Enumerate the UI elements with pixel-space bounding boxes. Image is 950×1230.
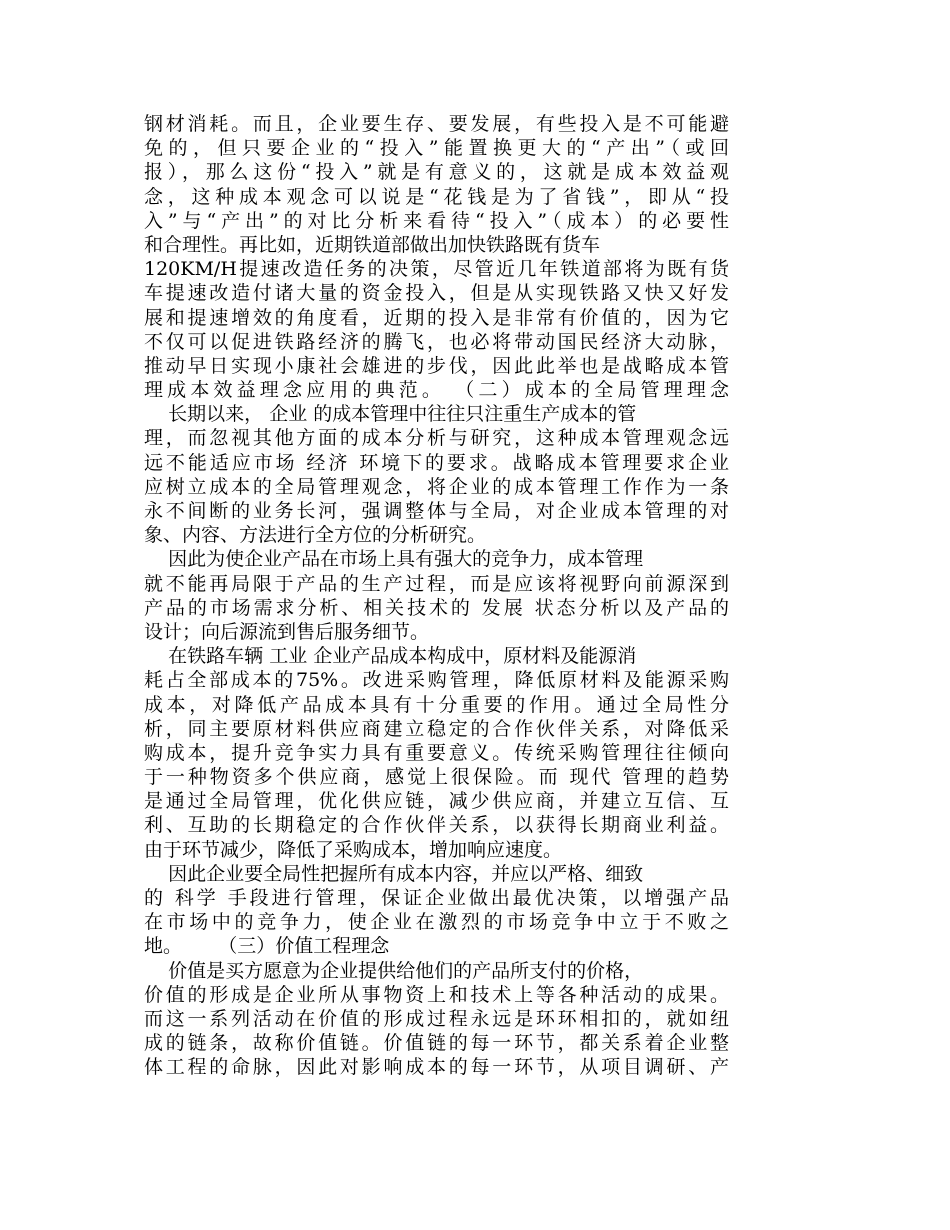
- text-line: 由于环节减少，降低了采购成本，增加响应速度。: [144, 838, 563, 861]
- text-line: 的 科学 手段进行管理，保证企业做出最优决策，以增强产品: [144, 887, 729, 909]
- text-line: 象、内容、方法进行全方位的分析研究。: [144, 524, 487, 547]
- text-line: 地。 （三）价值工程理念: [144, 935, 390, 958]
- text-line: 因此为使企业产品在市场上具有强大的竞争力，成本管理: [144, 548, 644, 571]
- text-line: 于一种物资多个供应商，感觉上很保险。而 现代 管理的趋势: [144, 766, 729, 789]
- text-line: 远不能适应市场 经济 环境下的要求。战略成本管理要求企业: [144, 451, 729, 474]
- text-line: 展和提速增效的角度看，近期的投入是非常有价值的，因为它: [144, 306, 729, 329]
- text-line: 在铁路车辆 工业 企业产品成本构成中，原材料及能源消: [144, 645, 637, 668]
- text-line: 长期以来， 企业 的成本管理中往往只注重生产成本的管: [144, 403, 637, 426]
- text-line: 成本，对降低产品成本具有十分重要的作用。通过全局性分: [144, 693, 729, 716]
- text-line: 在市场中的竞争力，使企业在激烈的市场竞争中立于不败之: [144, 911, 729, 934]
- text-line: 念，这种成本观念可以说是“花钱是为了省钱”，即从“投: [144, 185, 729, 208]
- text-line: 车提速改造付诸大量的资金投入，但是从实现铁路又快又好发: [144, 282, 729, 305]
- text-line: 因此企业要全局性把握所有成本内容，并应以严格、细致: [144, 862, 644, 885]
- text-line: 购成本，提升竞争实力具有重要意义。传统采购管理往往倾向: [144, 741, 729, 764]
- text-line: 应树立成本的全局管理观念，将企业的成本管理工作作为一条: [144, 475, 729, 498]
- text-line: 永不间断的业务长河，强调整体与全局，对企业成本管理的对: [144, 500, 729, 522]
- text-line: 入”与“产出”的对比分析来看待“投入”（成本）的必要性: [144, 209, 729, 232]
- text-line: 产品的市场需求分析、相关技术的 发展 状态分析以及产品的: [144, 596, 729, 619]
- text-line: 120KM/H提速改造任务的决策，尽管近几年铁道部将为既有货: [144, 258, 729, 281]
- text-line: 不仅可以促进铁路经济的腾飞，也必将带动国民经济大动脉，: [144, 330, 729, 353]
- text-line: 理成本效益理念应用的典范。 （二）成本的全局管理理念: [144, 379, 729, 402]
- text-line: 价值是买方愿意为企业提供给他们的产品所支付的价格，: [144, 959, 644, 982]
- text-line: 设计；向后源流到售后服务细节。: [144, 620, 430, 643]
- text-line: 析，同主要原材料供应商建立稳定的合作伙伴关系，对降低采: [144, 717, 729, 740]
- text-line: 和合理性。再比如，近期铁道部做出加快铁路既有货车: [144, 233, 601, 256]
- text-line: 报），那么这份“投入”就是有意义的，这就是成本效益观: [144, 161, 729, 184]
- text-line: 成的链条，故称价值链。价值链的每一环节，都关系着企业整: [144, 1032, 729, 1055]
- text-line: 钢材消耗。而且，企业要生存、要发展，有些投入是不可能避: [144, 113, 729, 135]
- text-line: 是通过全局管理，优化供应链，减少供应商，并建立互信、互: [144, 790, 729, 813]
- text-line: 推动早日实现小康社会雄进的步伐，因此此举也是战略成本管: [144, 354, 729, 377]
- text-line: 免的，但只要企业的“投入”能置换更大的“产出”（或回: [144, 137, 729, 160]
- document-body: [144, 112, 729, 1080]
- text-line: 就不能再局限于产品的生产过程，而是应该将视野向前源深到: [144, 572, 729, 595]
- text-line: 耗占全部成本的75%。改进采购管理，降低原材料及能源采购: [144, 669, 729, 692]
- text-line: 利、互助的长期稳定的合作伙伴关系，以获得长期商业利益。: [144, 814, 729, 837]
- text-line: 理，而忽视其他方面的成本分析与研究，这种成本管理观念远: [144, 427, 729, 450]
- text-line: 体工程的命脉，因此对影响成本的每一环节，从项目调研、产: [144, 1056, 729, 1079]
- text-line: 价值的形成是企业所从事物资上和技术上等各种活动的成果。: [144, 983, 729, 1006]
- text-line: 而这一系列活动在价值的形成过程永远是环环相扣的，就如纽: [144, 1007, 729, 1030]
